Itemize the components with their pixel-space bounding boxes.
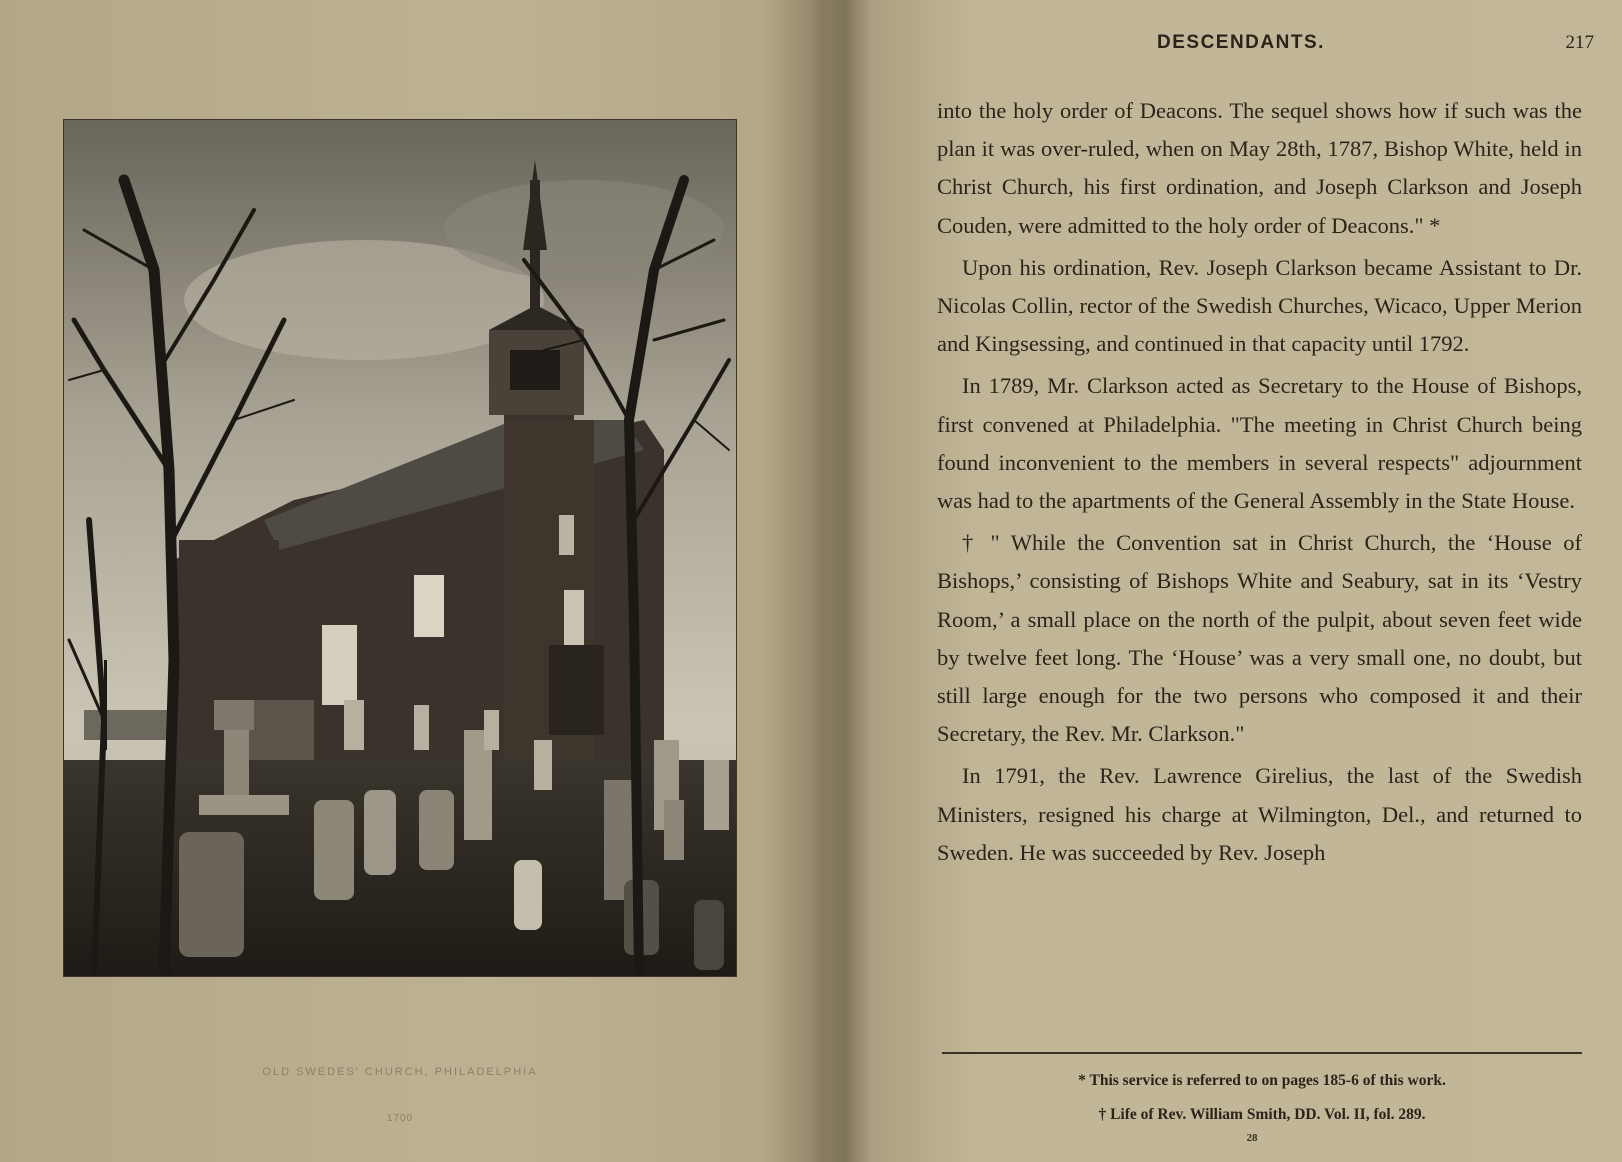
plate-date: 1700 [386,1113,414,1124]
footnote: * This service is referred to on pages 185-6 of this work. [1078,1072,1446,1089]
footnote-rule [942,1052,1582,1054]
paragraph: In 1789, Mr. Clarkson acted as Secretary to the House of Bishops, first convened at Philadelphia. "The meeting in Christ Church being found inconvenient to the members in several respects" adjournment was had to the apartments of the General Assembly in the State House. [937,373,1582,514]
paragraph: into the holy order of Deacons. The sequel shows how if such was the plan it was over-ruled, when on May 28th, 1787, Bishop White, held in Christ Church, his first ordination, and Joseph Clarkson and Joseph Couden, were admitted to the holy order of Deacons." * [937,98,1582,238]
page-number: 217 [1565,32,1594,53]
paragraph: In 1791, the Rev. Lawrence Girelius, the last of the Swedish Ministers, resigned his charge at Wilmington, Del., and returned to Sweden. He was succeeded by Rev. Joseph [937,763,1582,865]
running-head: DESCENDANTS. [1157,32,1325,53]
book-gutter [812,0,872,1162]
paragraph: Upon his ordination, Rev. Joseph Clarkson became Assistant to Dr. Nicolas Collin, rector of the Swedish Churches, Wicaco, Upper Merion and Kingsessing, and continued in that capacity until 1792. [937,254,1582,357]
footnotes [942,1064,1582,1132]
plate-caption: OLD SWEDES' CHURCH, PHILADELPHIA [262,1066,538,1078]
signature-mark: 28 [1246,1132,1258,1144]
body-text [937,92,1582,876]
paragraph: † " While the Convention sat in Christ Church, the ‘House of Bishops,’ consisting of Bishops White and Seabury, sat in its ‘Vestry Room,’ a small place on the north of the pulpit, about seven feet wide by twelve feet long. The ‘House’ was a very small one, no doubt, but still large enough for the two persons who composed it and their Secretary, the Rev. Mr. Clarkson." [937,530,1582,747]
right-page [872,0,1622,1162]
church-photograph [64,120,736,976]
footnote: † Life of Rev. William Smith, DD. Vol. II, fol. 289. [1098,1106,1426,1123]
